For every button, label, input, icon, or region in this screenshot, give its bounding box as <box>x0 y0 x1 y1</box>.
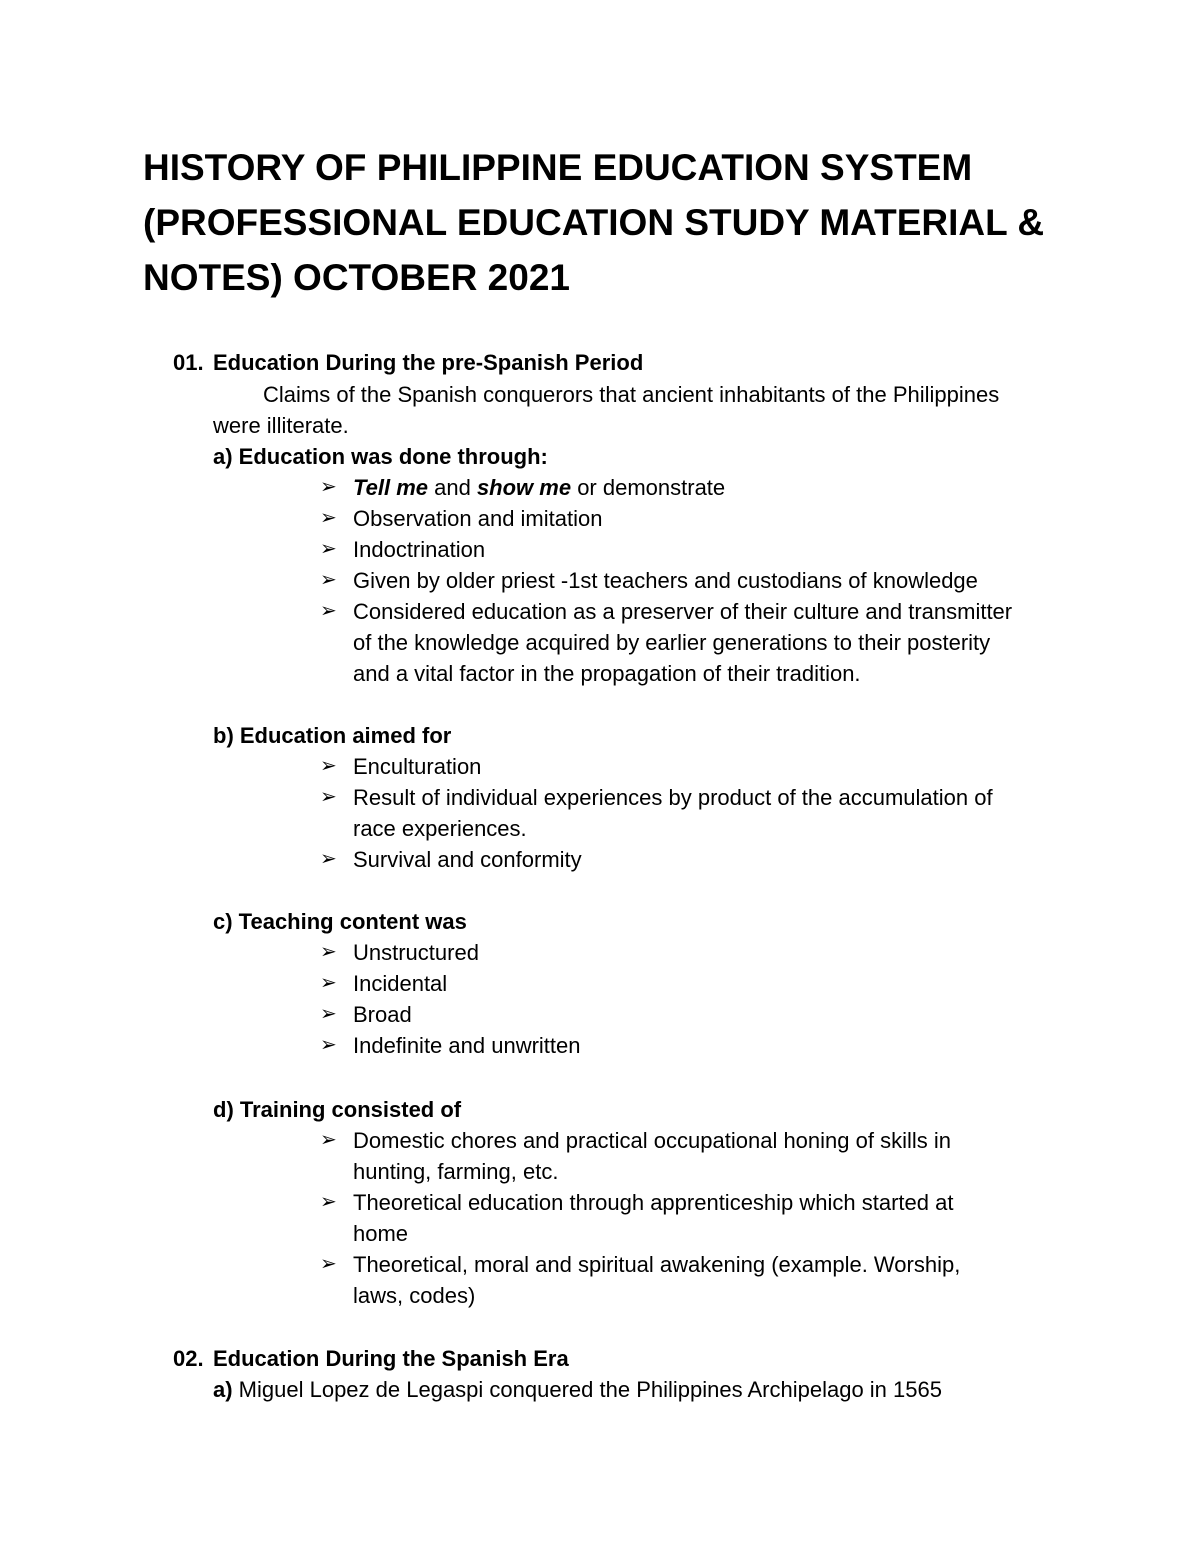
list-item-cont: and a vital factor in the propagation of their tradition. <box>353 661 861 686</box>
list-item: Result of individual experiences by product of the accumulation of <box>353 785 993 810</box>
list-item: Unstructured <box>353 940 479 965</box>
list-item-cont: laws, codes) <box>353 1283 476 1308</box>
arrowhead-icon: ➢ <box>320 600 337 622</box>
section-1-number: 01. <box>173 350 204 375</box>
section-1-intro-cont: were illiterate. <box>213 413 349 438</box>
section-2-heading: Education During the Spanish Era <box>213 1346 569 1371</box>
arrowhead-icon: ➢ <box>320 941 337 963</box>
list-item: Indoctrination <box>353 537 486 562</box>
subsection-c-label: c) Teaching content was <box>213 909 467 934</box>
bold-italic-text: Tell me <box>353 475 428 500</box>
list-item-text: and <box>428 475 477 500</box>
arrowhead-icon: ➢ <box>320 538 337 560</box>
list-item <box>353 472 725 503</box>
section-1-intro: Claims of the Spanish conquerors that ancient inhabitants of the Philippines <box>263 382 1000 407</box>
arrowhead-icon: ➢ <box>320 786 337 808</box>
arrowhead-icon: ➢ <box>320 1129 337 1151</box>
list-item: Theoretical, moral and spiritual awakening (example. Worship, <box>353 1252 961 1277</box>
list-item-cont: home <box>353 1221 409 1246</box>
section-1-heading: Education During the pre-Spanish Period <box>213 350 644 375</box>
arrowhead-icon: ➢ <box>320 569 337 591</box>
list-item-text: or demonstrate <box>571 475 726 500</box>
bold-italic-text: show me <box>476 475 572 500</box>
list-item: Survival and conformity <box>353 847 582 872</box>
list-item: Enculturation <box>353 754 482 779</box>
arrowhead-icon: ➢ <box>320 1003 337 1025</box>
arrowhead-icon: ➢ <box>320 972 337 994</box>
list-item-cont: of the knowledge acquired by earlier generations to their posterity <box>353 630 991 655</box>
subsection-a-label: a) Education was done through: <box>213 444 548 469</box>
list-item: Observation and imitation <box>353 506 603 531</box>
list-item: Given by older priest -1st teachers and custodians of knowledge <box>353 568 978 593</box>
subsection-d-label: d) Training consisted of <box>213 1097 462 1122</box>
list-item: Theoretical education through apprenticeship which started at <box>353 1190 954 1215</box>
section-2-item-a <box>213 1374 942 1405</box>
list-item: Considered education as a preserver of their culture and transmitter <box>353 599 1013 624</box>
list-item: Domestic chores and practical occupational honing of skills in <box>353 1128 951 1153</box>
section-2-number: 02. <box>173 1346 204 1371</box>
document-title: HISTORY OF PHILIPPINE EDUCATION SYSTEM (PROFESSIONAL EDUCATION STUDY MATERIAL & NOTES) OCTOBER 2021 <box>143 147 1045 298</box>
list-item: Incidental <box>353 971 448 996</box>
arrowhead-icon: ➢ <box>320 507 337 529</box>
arrowhead-icon: ➢ <box>320 848 337 870</box>
arrowhead-icon: ➢ <box>320 1034 337 1056</box>
arrowhead-icon: ➢ <box>320 1191 337 1213</box>
arrowhead-icon: ➢ <box>320 755 337 777</box>
arrowhead-icon: ➢ <box>320 476 337 498</box>
list-item-cont: hunting, farming, etc. <box>353 1159 559 1184</box>
list-item: Indefinite and unwritten <box>353 1033 581 1058</box>
subsection-b-label: b) Education aimed for <box>213 723 452 748</box>
item-label: a) <box>213 1377 233 1402</box>
arrowhead-icon: ➢ <box>320 1253 337 1275</box>
list-item: Broad <box>353 1002 412 1027</box>
list-item-cont: race experiences. <box>353 816 527 841</box>
item-text: Miguel Lopez de Legaspi conquered the Philippines Archipelago in 1565 <box>232 1377 942 1402</box>
